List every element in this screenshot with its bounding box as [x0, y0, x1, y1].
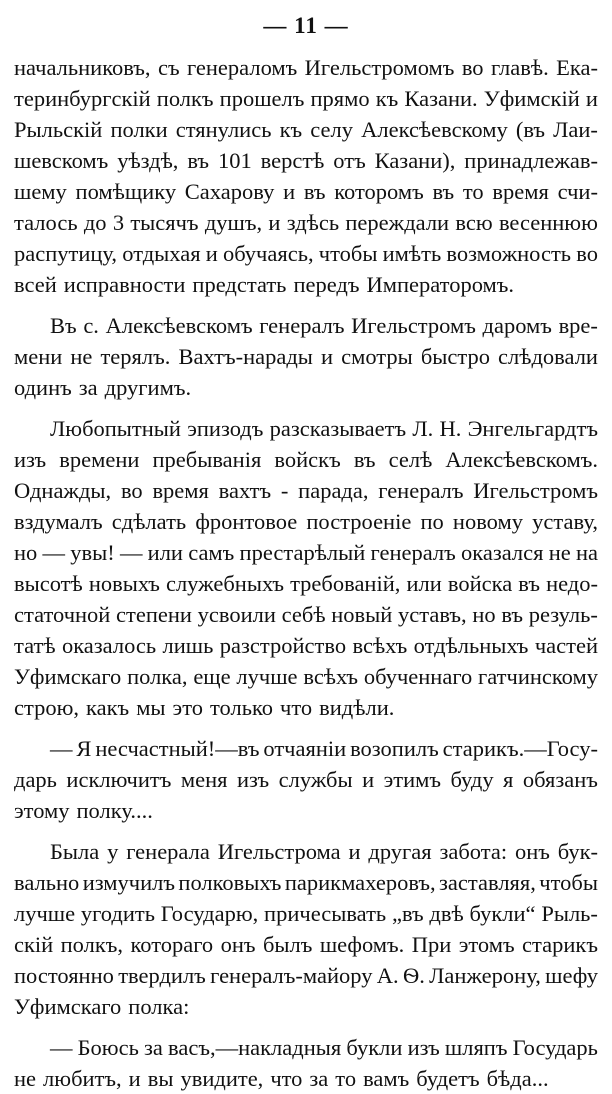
text-line: Была у генерала Игельстрома и другая забота: онъ бук- — [50, 839, 598, 864]
text-line: шему помѣщику Сахарову и въ которомъ въ то время счи- — [14, 179, 598, 204]
text-line: Однажды, во время вахтъ - парада, генералъ Игельстромъ — [14, 478, 598, 503]
text-line: скій полкъ, котораго онъ былъ шефомъ. При этомъ старикъ — [14, 932, 598, 957]
text-line: дарь исключитъ меня изъ службы и этимъ буду я обязанъ — [14, 767, 598, 792]
paragraph — [14, 310, 598, 403]
text-line: одинъ за другимъ. — [14, 375, 192, 400]
text-line: всей исправности предстать передъ Императоромъ. — [14, 272, 515, 297]
text-line: лучше угодить Государю, причесывать „въ двѣ букли“ Рыль- — [14, 901, 598, 926]
paragraph — [14, 52, 598, 300]
text-line: начальниковъ, съ генераломъ Игельстромомъ во главѣ. Ека- — [14, 55, 598, 80]
text-line: — Боюсь за васъ,—накладныя букли изъ шляпъ Государь — [50, 1035, 598, 1060]
text-line: статочной степени усвоили себѣ новый уставъ, но въ резуль- — [14, 602, 598, 627]
text-line: мени не терялъ. Вахтъ-нарады и смотры быстро слѣдовали — [14, 344, 598, 369]
paragraph — [14, 413, 598, 723]
text-line: высотѣ новыхъ служебныхъ требованій, или войска въ недо- — [14, 571, 598, 596]
paragraph — [14, 733, 598, 826]
text-line: распутицу, отдыхая и обучаясь, чтобы имѣть возможность во — [14, 241, 598, 266]
text-line: Уфимскаго полка: — [14, 994, 190, 1019]
paragraph-gap — [14, 403, 598, 413]
text-line: строю, какъ мы это только что видѣли. — [14, 695, 395, 720]
paragraph — [14, 836, 598, 1022]
text-line: изъ времени пребыванія войскъ въ селѣ Алексѣевскомъ. — [14, 447, 598, 472]
text-line: не любитъ, и вы увидите, что за то вамъ будетъ бѣда... — [14, 1066, 549, 1091]
text-line: постоянно твердилъ генералъ-майору А. Ѳ. Ланжерону, шефу — [14, 963, 598, 988]
text-line: Въ с. Алексѣевскомъ генералъ Игельстромъ даромъ вре- — [50, 313, 598, 338]
paragraph-gap — [14, 723, 598, 733]
page-number: — 11 — — [263, 13, 349, 38]
text-line: вздумалъ сдѣлать фронтовое построеніе по новому уставу, — [14, 509, 598, 534]
paragraph-gap — [14, 826, 598, 836]
text-line: Рыльскій полки стянулись къ селу Алексѣевскому (въ Лаи- — [14, 117, 598, 142]
paragraph-gap — [14, 1022, 598, 1032]
text-line: но — увы! — или самъ престарѣлый генералъ оказался не на — [14, 540, 598, 565]
text-line: — Я несчастный!—въ отчаяніи возопилъ старикъ.—Госу- — [50, 736, 598, 761]
text-line: этому полку.... — [14, 798, 153, 823]
paragraph — [14, 1032, 598, 1094]
text-line: теринбургскій полкъ прошелъ прямо къ Казани. Уфимскій и — [14, 86, 598, 111]
body-text — [14, 52, 598, 1094]
text-line: талось до 3 тысячъ душъ, и здѣсь переждали всю весеннюю — [14, 210, 598, 235]
paragraph-gap — [14, 300, 598, 310]
text-line: татѣ оказалось лишь разстройство всѣхъ отдѣльныхъ частей — [14, 633, 598, 658]
text-line: вально измучилъ полковыхъ парикмахеровъ, заставляя, чтобы — [14, 870, 598, 895]
text-line: Уфимскаго полка, еще лучше всѣхъ обученнаго гатчинскому — [14, 664, 598, 689]
text-line: Любопытный эпизодъ разсказываетъ Л. Н. Энгельгардтъ — [50, 416, 598, 441]
text-line: шевскомъ уѣздѣ, въ 101 верстѣ отъ Казани), принадлежав- — [14, 148, 598, 173]
